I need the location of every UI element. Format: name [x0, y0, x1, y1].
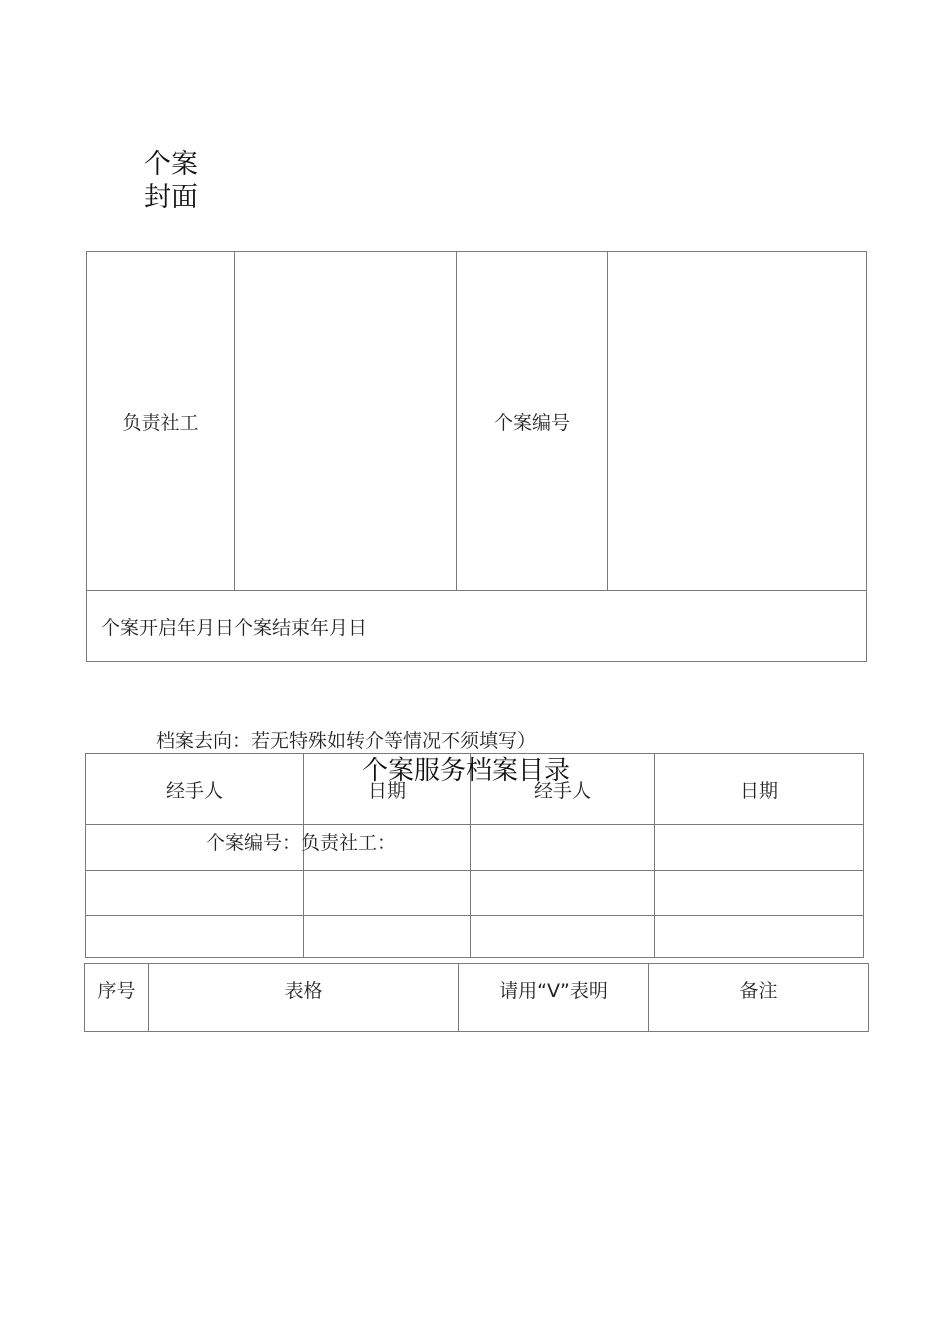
archive-cell[interactable]: [303, 915, 471, 958]
archive-header-date2-text: 日期: [739, 779, 778, 802]
cover-title-line1: 个案: [144, 149, 198, 180]
case-dates-row: [86, 590, 867, 662]
catalog-col-index-text: 序号: [97, 980, 136, 1002]
archive-cell[interactable]: [470, 915, 655, 958]
social-worker-label-cell: [86, 251, 235, 591]
case-dates-text: 个案开启年月日个案结束年月日: [101, 616, 368, 639]
catalog-col-note: [648, 963, 869, 1032]
cover-title-line2: 封面: [144, 182, 198, 213]
archive-header-date2: [654, 753, 864, 825]
catalog-title: 个案服务档案目录: [362, 756, 571, 786]
cover-title: [144, 148, 198, 214]
archive-cell[interactable]: [470, 870, 655, 916]
archive-header-handler2-text: 经手人: [533, 779, 591, 802]
archive-cell[interactable]: [85, 870, 304, 916]
archive-header-date1-text: 日期: [367, 779, 406, 802]
case-number-value-cell[interactable]: [607, 251, 867, 591]
archive-cell[interactable]: [470, 824, 655, 871]
social-worker-value-cell[interactable]: [234, 251, 457, 591]
case-number-label-cell: [456, 251, 608, 591]
archive-cell[interactable]: [654, 915, 864, 958]
catalog-col-form: [148, 963, 459, 1032]
archive-cell[interactable]: [85, 915, 304, 958]
case-number-label: 个案编号: [493, 411, 570, 434]
catalog-meta: 个案编号：负责社工：: [206, 832, 397, 854]
archive-header-handler1-text: 经手人: [165, 779, 223, 802]
archive-cell[interactable]: [654, 824, 864, 871]
catalog-col-form-text: 表格: [284, 980, 323, 1002]
catalog-col-note-text: 备注: [739, 980, 778, 1002]
catalog-col-mark: [458, 963, 649, 1032]
archive-cell[interactable]: [654, 870, 864, 916]
catalog-col-index: [84, 963, 149, 1032]
catalog-col-mark-text: 请用“V”表明: [499, 980, 608, 1002]
archive-cell[interactable]: [303, 870, 471, 916]
archive-header-handler1: [85, 753, 304, 825]
social-worker-label: 负责社工: [122, 411, 199, 434]
archive-direction-label: 档案去向：若无特殊如转介等情况不须填写）: [156, 730, 537, 752]
